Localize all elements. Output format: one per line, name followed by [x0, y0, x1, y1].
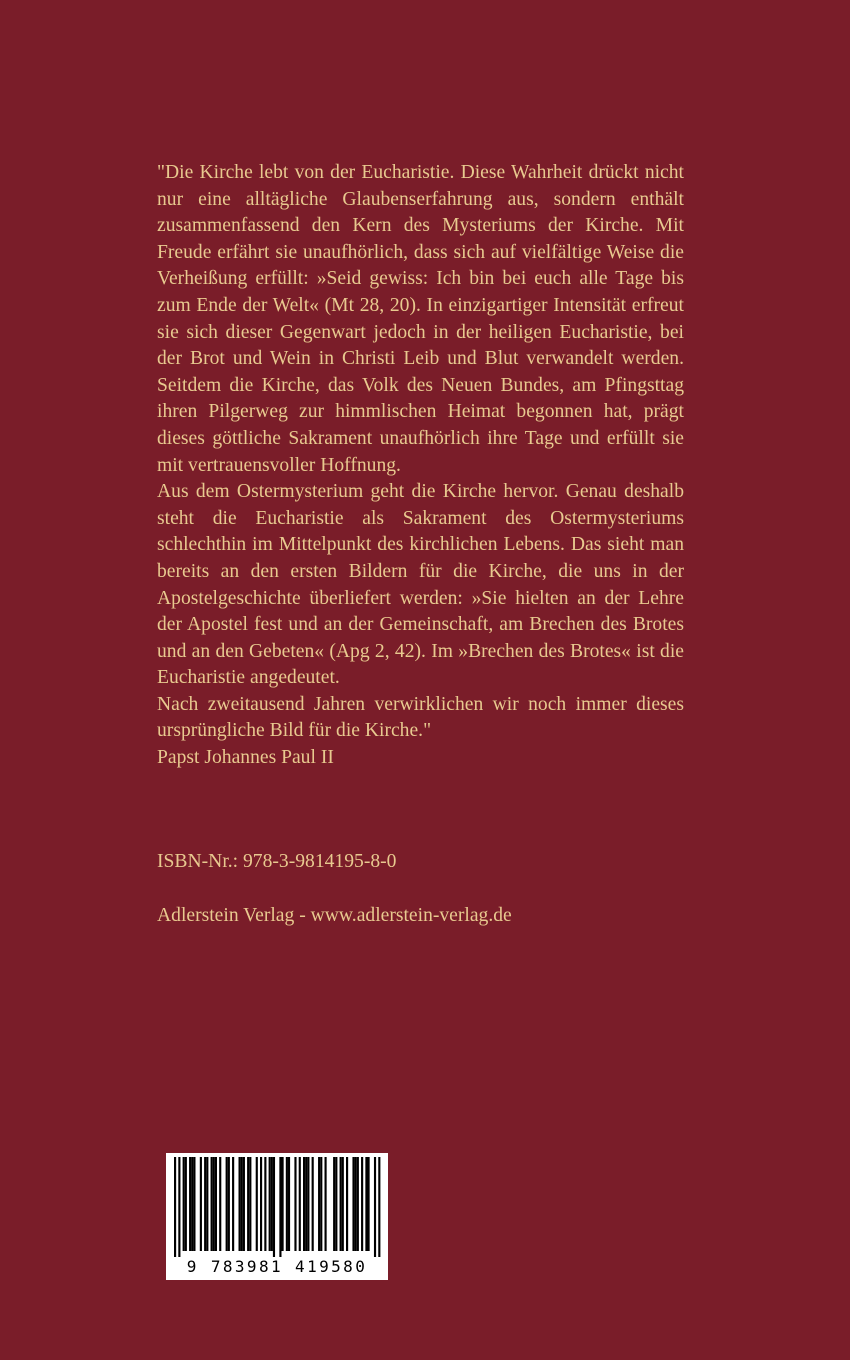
barcode-bar [355, 1157, 357, 1251]
barcode-bar [269, 1157, 271, 1251]
barcode-bar [333, 1157, 335, 1251]
barcode-bar [340, 1157, 342, 1251]
barcode-bars-icon [166, 1153, 388, 1257]
barcode-bar [219, 1157, 221, 1251]
barcode-bar [183, 1157, 185, 1251]
barcode-bar [204, 1157, 206, 1251]
quote-block [157, 160, 684, 772]
barcode-bar [305, 1157, 307, 1251]
barcode-bar [264, 1157, 266, 1251]
barcode-bar [365, 1157, 367, 1251]
isbn-barcode [166, 1153, 388, 1280]
barcode-bar [361, 1157, 363, 1251]
barcode-bar [352, 1157, 354, 1251]
barcode-bar [247, 1157, 249, 1251]
barcode-bar [185, 1157, 187, 1251]
barcode-bar [200, 1157, 202, 1251]
barcode-bar [374, 1157, 376, 1257]
barcode-bar [357, 1157, 359, 1251]
isbn-text: ISBN-Nr.: 978-3-9814195-8-0 [157, 851, 397, 872]
barcode-bar [178, 1157, 180, 1257]
barcode-bar [228, 1157, 230, 1251]
barcode-bar [320, 1157, 322, 1251]
barcode-bar [288, 1157, 290, 1251]
quote-paragraph-3: Nach zweitausend Jahren verwirklichen wir noch immer dieses ursprüngliche Bild für die Kirche." [157, 693, 684, 742]
barcode-bar [378, 1157, 380, 1257]
barcode-bar [299, 1157, 301, 1251]
quote-paragraph-2: Aus dem Ostermysterium geht die Kirche hervor. Genau deshalb steht die Eucharistie als Sakrament des Ostermysteriums schlechthin im Mittelpunkt des kirchlichen Lebens. Das sieht man bereits an den ersten Bildern für die Kirche, die uns in der Apostelgeschichte überliefert werden: »Sie hielten an der Lehre der Apostel fest und an der Gemeinschaft, am Brechen des Brotes und an den Gebeten« (Apg 2, 42). Im »Brechen des Brotes« ist die Eucharistie angedeutet. [157, 481, 684, 689]
quote-paragraph-1: "Die Kirche lebt von der Eucharistie. Diese Wahrheit drückt nicht nur eine alltägliche Glaubenserfahrung aus, sondern enthält zusammenfassend den Kern des Mysteriums der Kirche. Mit Freude erfährt sie unaufhörlich, dass sich auf vielfältige Weise die Verheißung erfüllt: »Seid gewiss: Ich bin bei euch alle Tage bis zum Ende der Welt« (Mt 28, 20). In einzigartiger Intensität erfreut sie sich dieser Gegenwart jedoch in der heiligen Eucharistie, bei der Brot und Wein in Christi Leib und Blut verwandelt werden. Seitdem die Kirche, das Volk des Neuen Bundes, am Pfingsttag ihren Pilgerweg zur himmlischen Heimat begonnen hat, prägt dieses göttliche Sakrament unaufhörlich ihre Tage und erfüllt sie mit vertrauensvoller Hoffnung. [157, 162, 684, 476]
barcode-bar [260, 1157, 262, 1251]
publisher-text: Adlerstein Verlag - www.adlerstein-verlag.de [157, 905, 512, 926]
barcode-bar [271, 1157, 273, 1251]
barcode-bar [342, 1157, 344, 1251]
barcode-bar [249, 1157, 251, 1251]
barcode-bar [215, 1157, 217, 1251]
barcode-bar [294, 1157, 296, 1251]
barcode-bar [335, 1157, 337, 1251]
barcode-bar [318, 1157, 320, 1251]
barcode-bar [189, 1157, 191, 1251]
barcode-bar [303, 1157, 305, 1251]
barcode-bar [325, 1157, 327, 1251]
barcode-bar [226, 1157, 228, 1251]
barcode-bar [241, 1157, 243, 1251]
barcode-bar [256, 1157, 258, 1251]
barcode-bar [206, 1157, 208, 1251]
barcode-bar [211, 1157, 213, 1251]
barcode-bar [193, 1157, 195, 1251]
barcode-bar [282, 1157, 284, 1251]
barcode-bar [307, 1157, 309, 1251]
barcode-bar [239, 1157, 241, 1251]
barcode-bar [174, 1157, 176, 1257]
barcode-bar [286, 1157, 288, 1251]
barcode-bar [213, 1157, 215, 1251]
barcode-bar [346, 1157, 348, 1251]
barcode-bar [368, 1157, 370, 1251]
quote-attribution: Papst Johannes Paul II [157, 747, 334, 769]
barcode-bar [191, 1157, 193, 1251]
barcode-bar [232, 1157, 234, 1251]
barcode-bar [312, 1157, 314, 1251]
barcode-bar [273, 1157, 275, 1257]
barcode-bar [243, 1157, 245, 1251]
barcode-bar [279, 1157, 281, 1257]
barcode-digits: 9 783981 419580 [186, 1257, 368, 1276]
